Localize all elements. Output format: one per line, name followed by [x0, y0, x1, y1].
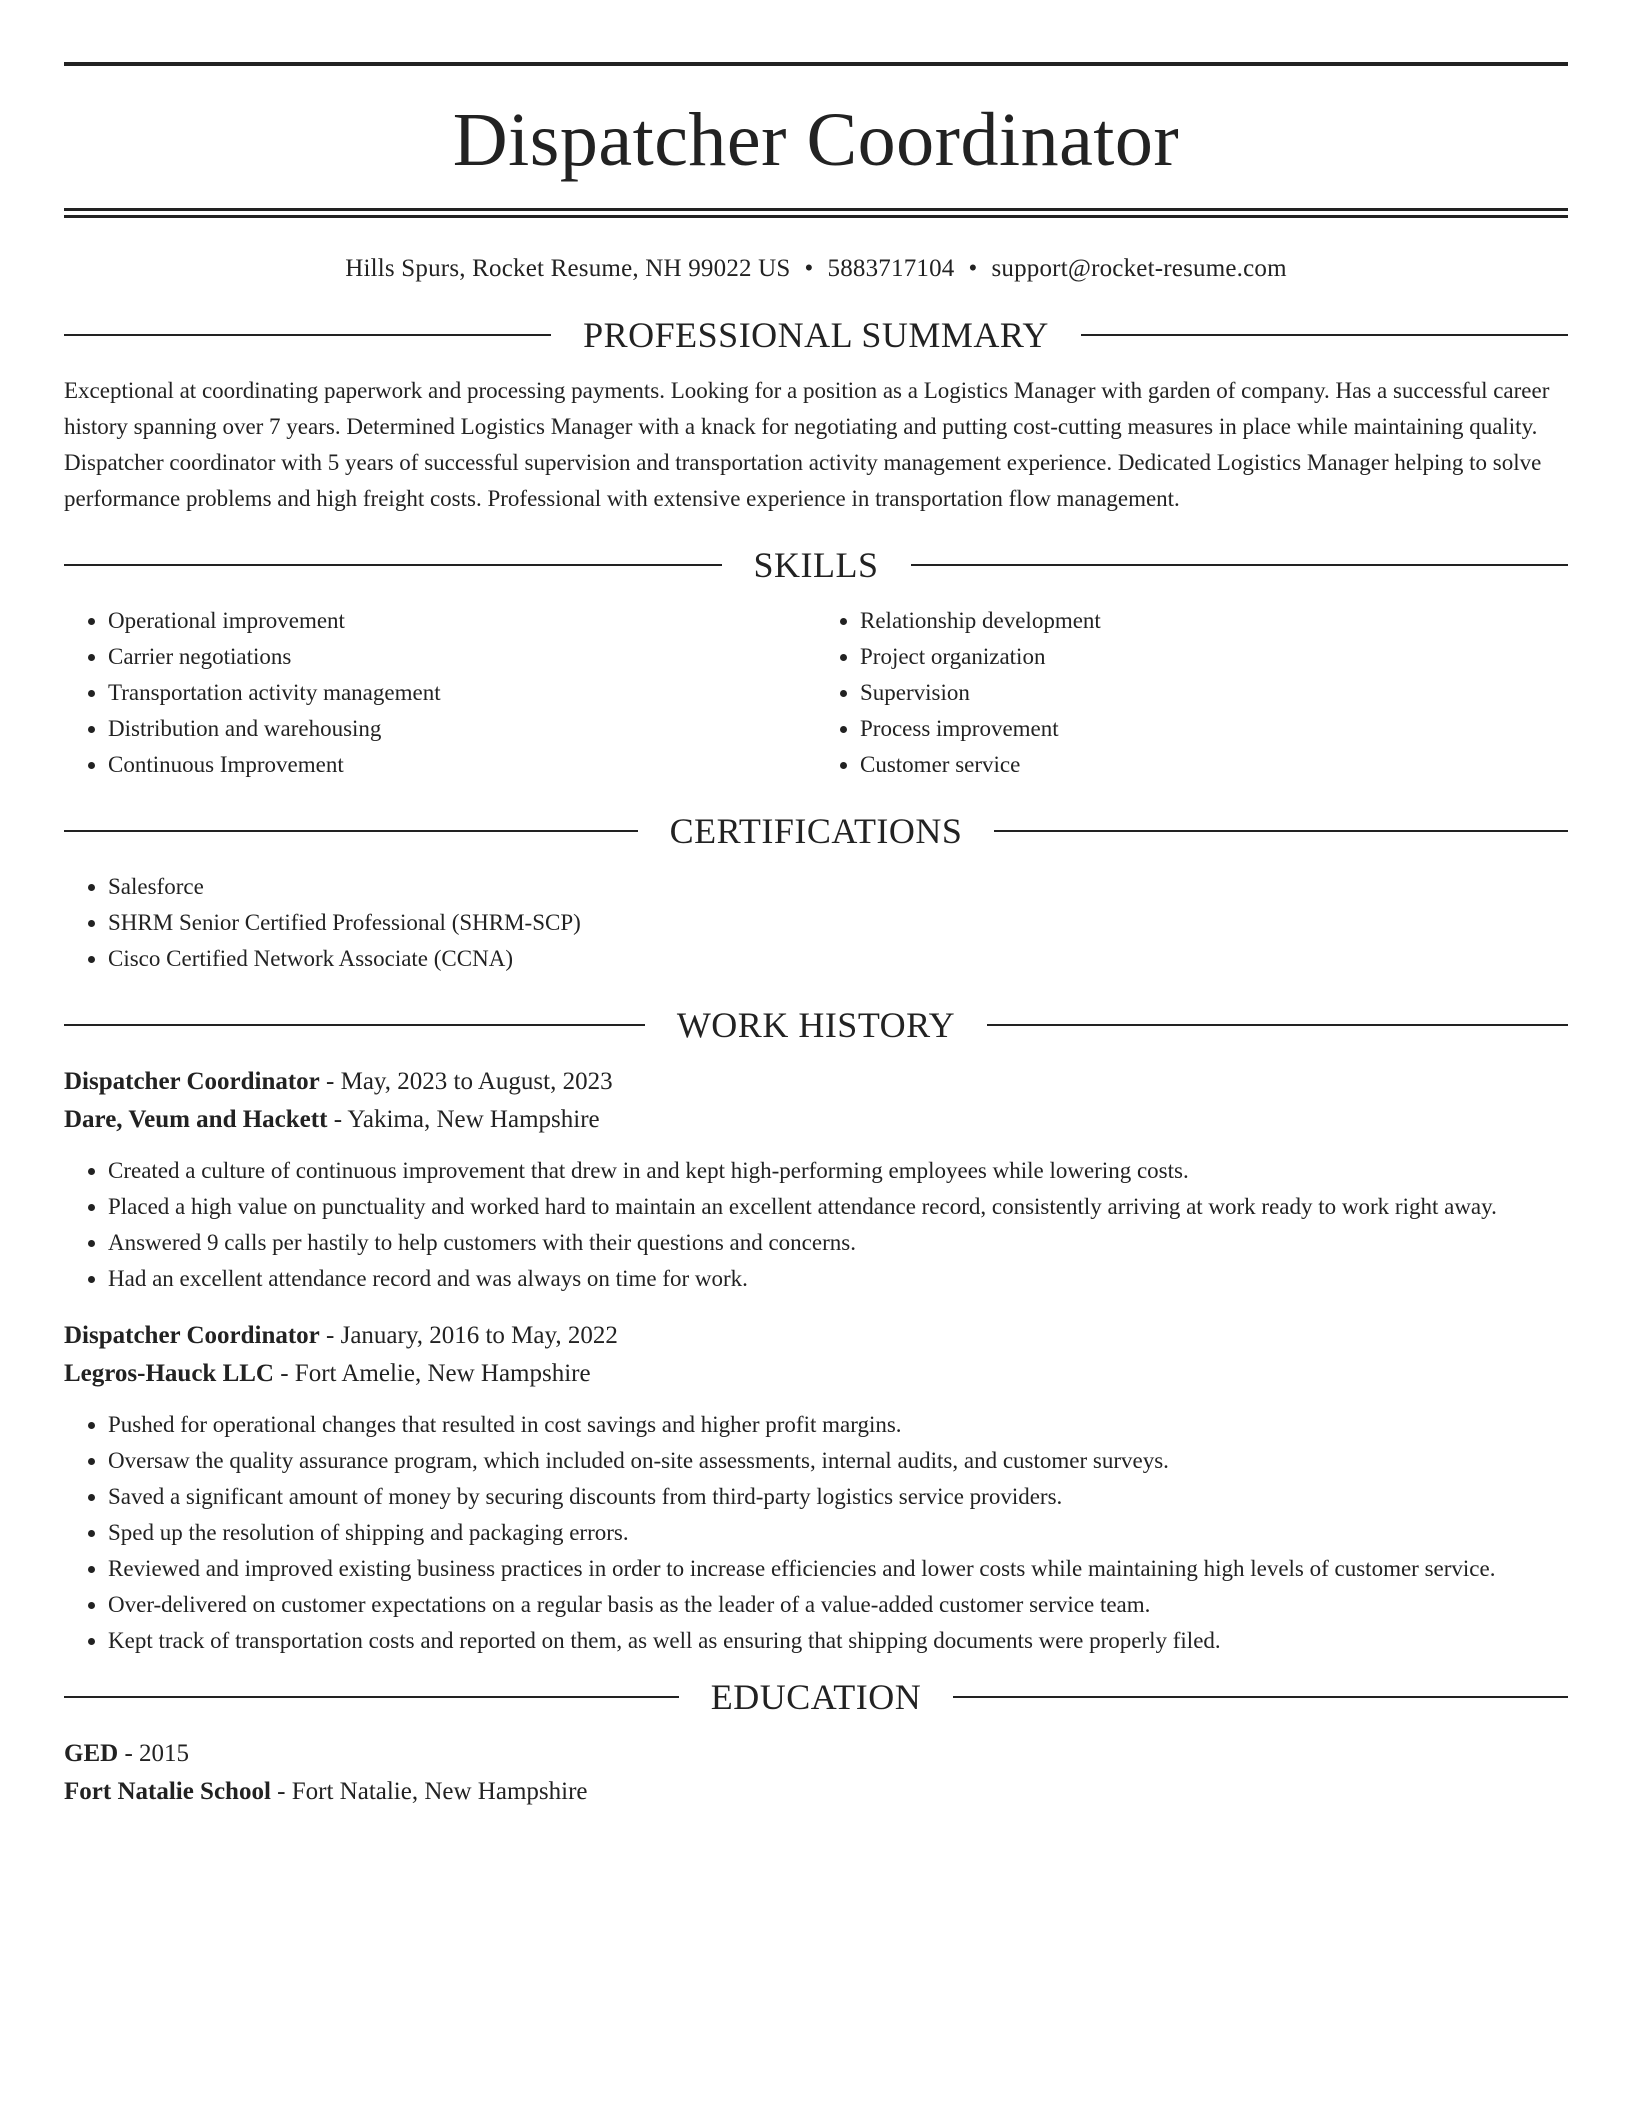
heading-rule: [953, 1696, 1568, 1698]
section-heading-education: [64, 1679, 1568, 1715]
education-school: Fort Natalie School: [64, 1778, 271, 1805]
skill-item: • Operational improvement: [108, 603, 816, 639]
job-company-line: [64, 1355, 1568, 1393]
heading-rule: [1081, 334, 1568, 336]
job-title-line: [64, 1317, 1568, 1355]
job-bullet: • Kept track of transportation costs and reported on them, as well as ensuring that shipping documents were properly filed.: [108, 1623, 1568, 1659]
job-bullet: • Reviewed and improved existing business practices in order to increase efficiencies and lower costs while maintaining high levels of customer service.: [108, 1551, 1568, 1587]
contact-separator: •: [968, 255, 978, 282]
contact-email: support@rocket-resume.com: [991, 255, 1287, 282]
education-year: - 2015: [118, 1740, 190, 1767]
section-heading-work-history: [64, 1007, 1568, 1043]
heading-rule: [911, 564, 1569, 566]
skill-item: • Supervision: [860, 675, 1568, 711]
job-company: Legros-Hauck LLC: [64, 1360, 274, 1387]
job-dates: - January, 2016 to May, 2022: [319, 1322, 618, 1349]
heading-rule: [64, 1024, 645, 1026]
certification-item: • SHRM Senior Certified Professional (SHRM-SCP): [108, 905, 1568, 941]
certification-item: • Cisco Certified Network Associate (CCNA): [108, 941, 1568, 977]
job-company: Dare, Veum and Hackett: [64, 1106, 328, 1133]
skills-column-right: [816, 603, 1568, 783]
heading-rule: [994, 830, 1568, 832]
skill-item: • Customer service: [860, 747, 1568, 783]
heading-rule: [64, 334, 551, 336]
section-title: WORK HISTORY: [676, 1005, 956, 1045]
education-degree: GED: [64, 1740, 119, 1767]
skill-item: • Relationship development: [860, 603, 1568, 639]
skill-item: • Continuous Improvement: [108, 747, 816, 783]
summary-text: Exceptional at coordinating paperwork and processing payments. Looking for a position as a Logistics Manager with garden of company. Has a successful career history spanning over 7 years. Determined Logistics Manager with a knack for negotiating and putting cost-cutting measures in place while maintaining quality. Dispatcher coordinator with 5 years of successful supervision and transportation activity management experience. Dedicated Logistics Manager helping to solve performance problems and high freight costs. Professional with extensive experience in transportation flow management.: [64, 378, 1550, 511]
skill-item: • Transportation activity management: [108, 675, 816, 711]
top-rule: [64, 62, 1568, 66]
job-role: Dispatcher Coordinator: [64, 1068, 320, 1095]
education-location: - Fort Natalie, New Hampshire: [270, 1778, 588, 1805]
section-title: SKILLS: [753, 545, 879, 585]
contact-phone: 5883717104: [827, 255, 955, 282]
contact-separator: •: [804, 255, 814, 282]
job-location: - Fort Amelie, New Hampshire: [273, 1360, 591, 1387]
skills-column-left: [64, 603, 816, 783]
heading-rule: [64, 1696, 679, 1698]
job-location: - Yakima, New Hampshire: [327, 1106, 600, 1133]
candidate-name: Dispatcher Coordinator: [452, 98, 1180, 182]
section-title: CERTIFICATIONS: [669, 811, 963, 851]
skill-item: • Project organization: [860, 639, 1568, 675]
skill-item: • Distribution and warehousing: [108, 711, 816, 747]
certifications-list: [64, 869, 1568, 977]
education-degree-line: [64, 1735, 1568, 1773]
job-bullet: • Over-delivered on customer expectations on a regular basis as the leader of a value-added customer service team.: [108, 1587, 1568, 1623]
section-title: PROFESSIONAL SUMMARY: [583, 315, 1049, 355]
job-entry: [64, 1063, 1568, 1297]
job-bullet: • Pushed for operational changes that resulted in cost savings and higher profit margins.: [108, 1407, 1568, 1443]
skill-item: • Carrier negotiations: [108, 639, 816, 675]
skill-item: • Process improvement: [860, 711, 1568, 747]
job-bullet: • Answered 9 calls per hastily to help customers with their questions and concerns.: [108, 1225, 1568, 1261]
section-heading-skills: [64, 547, 1568, 583]
certification-item: • Salesforce: [108, 869, 1568, 905]
job-entry: [64, 1317, 1568, 1659]
heading-rule: [64, 830, 638, 832]
job-bullet: • Created a culture of continuous improvement that drew in and kept high-performing employees while lowering costs.: [108, 1153, 1568, 1189]
heading-rule: [64, 564, 722, 566]
job-bullet: • Had an excellent attendance record and was always on time for work.: [108, 1261, 1568, 1297]
job-bullet: • Sped up the resolution of shipping and packaging errors.: [108, 1515, 1568, 1551]
contact-address: Hills Spurs, Rocket Resume, NH 99022 US: [345, 255, 791, 282]
job-bullets: [64, 1407, 1568, 1659]
section-heading-summary: [64, 317, 1568, 353]
section-title: EDUCATION: [710, 1677, 922, 1717]
job-dates: - May, 2023 to August, 2023: [319, 1068, 613, 1095]
job-title-line: [64, 1063, 1568, 1101]
double-rule: [64, 208, 1568, 218]
heading-rule: [987, 1024, 1568, 1026]
job-bullet: • Saved a significant amount of money by securing discounts from third-party logistics service providers.: [108, 1479, 1568, 1515]
job-role: Dispatcher Coordinator: [64, 1322, 320, 1349]
education-school-line: [64, 1773, 1568, 1811]
job-bullet: • Placed a high value on punctuality and worked hard to maintain an excellent attendance record, consistently arriving at work ready to work right away.: [108, 1189, 1568, 1225]
education-entry: [64, 1735, 1568, 1811]
job-company-line: [64, 1101, 1568, 1139]
job-bullets: [64, 1153, 1568, 1297]
job-bullet: • Oversaw the quality assurance program, which included on-site assessments, internal audits, and customer surveys.: [108, 1443, 1568, 1479]
contact-line: [64, 255, 1568, 283]
skills-list: [64, 603, 1568, 783]
section-heading-certifications: [64, 813, 1568, 849]
